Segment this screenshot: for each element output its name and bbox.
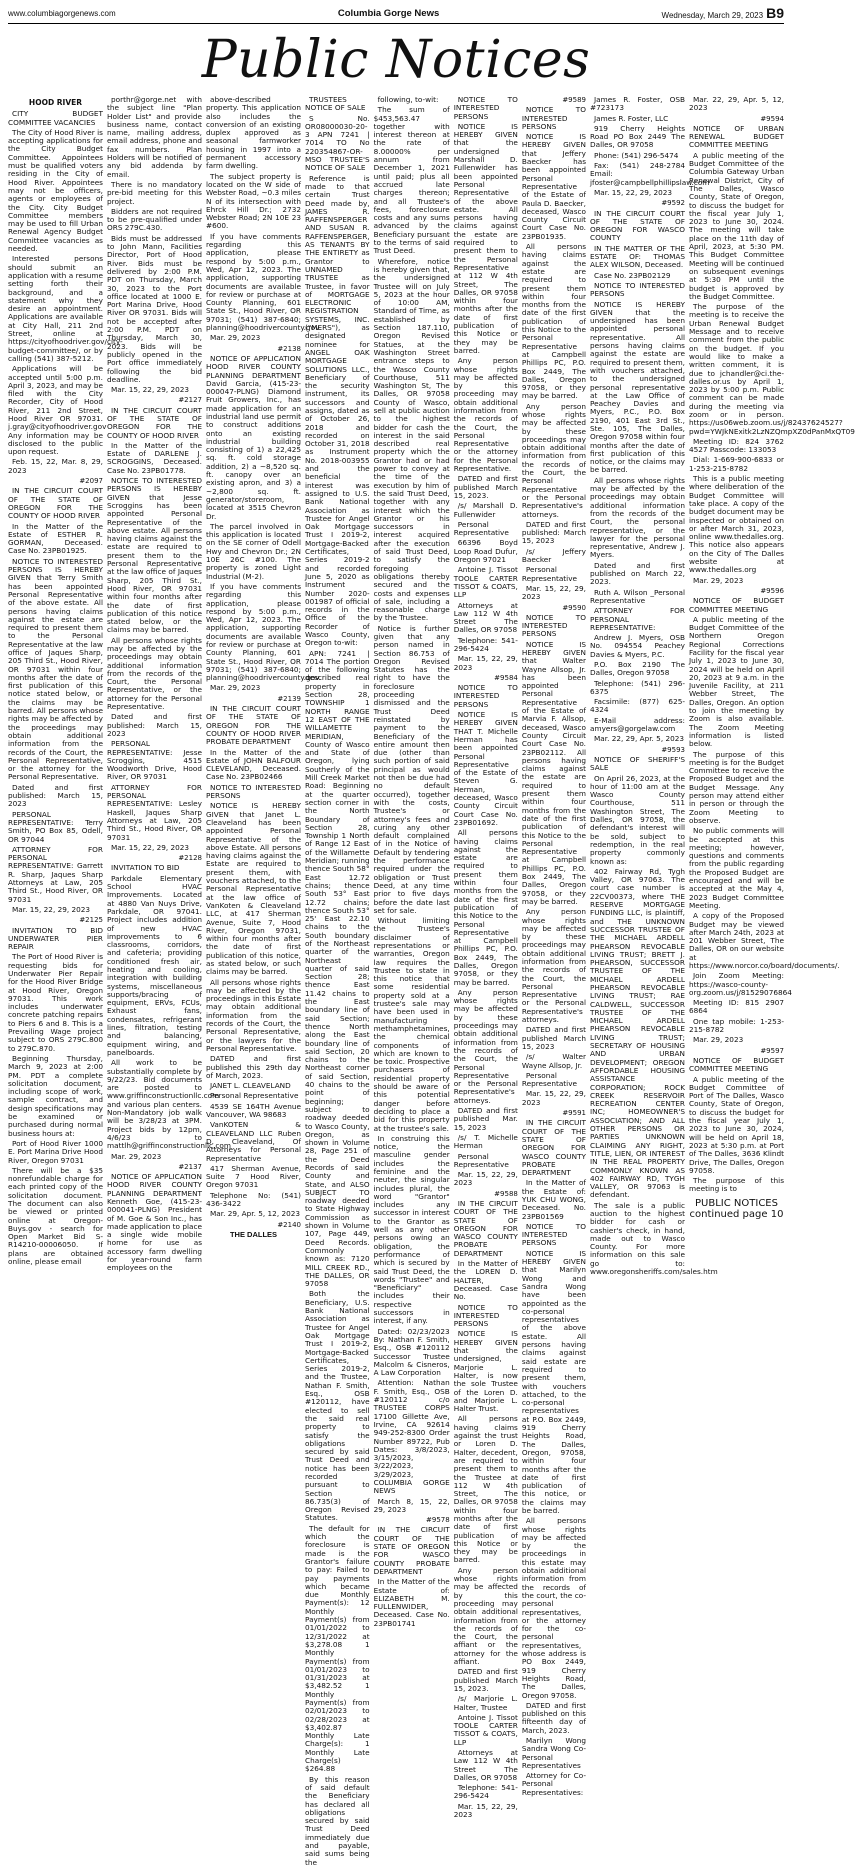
notice-text: Mar. 15, 22, 29, 2023 — [111, 842, 190, 852]
notice-text: Any person whose rights may be affected by these proceedings may obtain additional information from the records of the Court, the Personal Representative or the Personal Representative's attorneys. — [521, 401, 586, 519]
notice-column-8 — [590, 95, 718, 1614]
notice-text: Join Zoom Meeting: https://wasco-county-org.zoom.us/j/81529076864 — [689, 971, 792, 997]
notice-text: A public meeting of the Budget Committee of the Northern Oregon Regional Corrections Facility for the fiscal year July 1, 2023 to June 30, 2024 will be held on April 20, 2023 at 9 a.m. in the Juvenile Facility, at 211 Webber Street, The Dalles, Oregon. An option to join the meeting by Zoom is also available. The Zoom Meeting information is listed below. — [689, 614, 784, 749]
notice-text: Bids must be addressed to John Mann, Facilities Director, Port of Hood River. Bids must be delivered by 2:00 P.M. PDT on Thursday, March 30, 2023 to the Port office located at 1000 E. Port Marina Drive, Hood River OR 97031. Bids will not be accepted after 2:00 P.M. PDT on Thursday, March 30, 2023. Bids will be publicly opened in the Port office immediately following the bid deadline. — [107, 233, 202, 384]
notice-text: IN THE MATTER OF THE ESTATE OF: THOMAS ALEX WILSON, Deceased. — [590, 243, 685, 270]
notice-number: #9590 — [562, 603, 586, 612]
notice-text: Meeting ID: 815 2907 6864 — [689, 998, 784, 1016]
notice-text: NOTICE IS HEREBY GIVEN that the undersigned Marshall D. Fullenwider has been appointed Personal Representative of the above estate. All persons having claims against the estate are required to present them to the Personal Representative at 112 W 4th Street, The Dalles, OR 97058 within four months after the date of first publication of this Notice or they may be barred. — [453, 121, 518, 355]
notice-text: Dial: 1-669-900-6833 or 1-253-215-8782 — [689, 455, 784, 473]
notice-text: Port of Hood River 1000 E. Port Marina Drive Hood River, Oregon 97031 — [8, 1138, 103, 1165]
notice-text: Any person whose rights may be affected by these proceedings may obtain additional information from the records of the Court, the Personal Representative or the Personal Representative's attorneys. — [453, 987, 518, 1105]
notice-text: All work to be substantially complete by 9/22/23. Bid documents are posted to www.griffinconstructionllc.com and various plan centers. Non-Mandatory job walk will be 3/28/23 at 3PM. Project bids by 12pm, 4/6/23 to mattlh@griffinconstructionllc.com — [107, 1058, 231, 1151]
notice-text: IN THE CIRCUIT COURT OF THE STATE OF OREGON FOR THE COUNTY OF HOOD RIVER — [8, 486, 103, 521]
notice-text: Interested persons should submit an application with a resume setting forth their background, and a statement why they desire an appointment. Applications are available at City Hall, 211 2nd Street, online at https://cityofhoodriver.gov/city-budget-committee/, or by calling (541) 387-5212. — [8, 254, 123, 363]
notice-text: TRUSTEES NOTICE OF SALE — [305, 95, 366, 113]
notice-text: NOTICE TO INTERESTED PERSONS — [521, 1221, 586, 1248]
notice-column-1 — [8, 96, 123, 1614]
notice-text: NOTICE IS HEREBY GIVEN that Jeffery Baecker has been appointed Personal Representative of the Estate of Paula D. Baecker, deceased, Wasco County Circuit Court Case No. 23PB01935. — [521, 132, 586, 241]
notice-text: 4539 SE 164TH Avenue Vancouver, WA 98683 — [206, 1101, 301, 1120]
notice-text: CITY BUDGET COMMITTEE VACANCIES — [8, 109, 103, 127]
notice-text: Phone: (541) 296-5474 — [594, 150, 679, 160]
notice-number: #9592 — [661, 199, 685, 208]
notice-number: #9578 — [426, 1516, 450, 1525]
notice-number: #2138 — [277, 344, 301, 353]
notice-text: APN: 7241 | 7014 The portion of the following described real property in Section 28, TOWNSHIP 1 NORTH RANGE 12 EAST OF THE WILLAMETTE MERIDIAN, County of Wasco and State of Oregon, lying Southerly of the Mill Creek Market Road: Beginning at the quarter section corner in the North Boundary of Section 28, Township 1 North of Range 12 East of the Willamette Meridian; running thence South 58° East 12.72 chains; thence South 53° East 12.72 chains; thence South 53° 25' East 22.10 chains to the South boundary of the Northeast quarter of the Northeast quarter of said Section 28; thence East 11.42 chains to the East boundary line of said Section; thence North along the East boundary line of said Section, 20 chains to the Northeast corner of said Section, 40 chains to the point of beginning; subject to roadway deeded to Wasco County, Oregon, as shown in Volume 28, Page 251 of the Deed Records of said County and State, and ALSO SUBJECT TO roadway deeded to State Highway Commission as shown in Volume 107, Page 449, Deed Records. Commonly known as: 7120 MILL CREEK RD., THE DALLES, OR 97058 — [305, 648, 370, 1289]
notice-text: NOTICE IS HEREBY GIVEN that Marilyn Wong and Sandra Wong have been appointed as the co-personal representatives of the above estate. All persons having claims against said estate are required to present them, with vouchers attached, to the co-personal representatives at P.O. Box 2449, 919 Cherry Heights Road, The Dalles, Oregon, 97058, within four months after the date of first publication of this notice, or the claims may be barred. — [521, 1248, 586, 1515]
paper-name: Columbia Gorge News — [337, 7, 440, 19]
notice-number: #9584 — [494, 673, 518, 682]
notice-column-7 — [521, 96, 586, 1797]
notice-text: A public meeting of the Budget Committee of Port of The Dalles, Wasco County, State of Oregon, to discuss the budget for the fiscal year July 1, 2023 to June 30, 2024, will be held on April 18, 2023 at 5:30 p.m. at Port of The Dalles, 3636 Klindt Drive, The Dalles, Oregon 97058. — [689, 1074, 784, 1175]
notice-number: #2127 — [178, 396, 202, 405]
notice-text: INVITATION TO BID — [111, 863, 180, 873]
notice-text: /s/ Marjorie L. Halter, Trustee — [453, 1694, 518, 1712]
notice-text: Dated: 02/23/2023 By: Nathan F. Smith, Esq., OSB #120112 Successor Trustee Malcolm & Cisneros, A Law Corporation — [373, 1326, 450, 1378]
notice-number: #2097 — [79, 477, 103, 486]
notice-text: ATTORNEY FOR PERSONAL REPRESENTATIVE: — [590, 606, 685, 632]
section-heading: THE DALLES — [229, 1229, 278, 1239]
notice-text: Mar. 22, 29, Apr. 5, 12, 2023 — [689, 95, 784, 113]
notice-text: ATTORNEY FOR PERSONAL REPRESENTATIVE: Garrett R. Sharp, Jaques Sharp Attorneys at Law, 205 Third St., Hood River, OR 97031 — [8, 844, 103, 904]
notice-text: The sum of $453,563.47 together with interest thereon at the rate of 8.00000% per annum from December 1, 2021 until paid; plus all accrued late charges thereon; and all Trustee's fees, foreclosure costs and any sums advanced by the Beneficiary pursuant to the terms of said Trust Deed. — [373, 105, 450, 256]
notice-number: #9596 — [760, 586, 784, 595]
notice-text: /s/ Marshall D. Fullenwider — [453, 501, 518, 519]
notice-text: PERSONAL REPRESENTATIVE: Terry Smith, PO Box 85, Odell, OR 97044 — [8, 809, 103, 844]
notice-text: If you have comments regarding this application, please respond by 5:00 p.m., Wed, Apr 12, 2023. The application, supporting documents are available for review or purchase at County Planning, 601 State St., Hood River, OR 97031; (541) 387-6840; planning@hoodrivercounty.gov. — [206, 231, 322, 333]
notice-text: Personal Representative — [210, 1091, 299, 1101]
notice-text: Mar. 29, 2023 — [693, 1035, 744, 1045]
notice-text: IN THE CIRCUIT COURT OF THE STATE OF OREGON FOR WASCO COUNTY PROBATE DEPARTMENT — [373, 1525, 450, 1576]
notice-text: NOTICE TO INTERESTED PERSONS — [453, 683, 518, 709]
notice-text: Both the Beneficiary, U.S. Bank National Association as Trustee for Angel Oak Mortgage Trust I 2019-2, Mortgage-Backed Certificates, Series 2019-2, and the Trustee, Nathan F. Smith, Esq., OSB #120112, have elected to sell the said real property to satisfy the obligations secured by said Trust Deed and notice has been recorded pursuant to Section 86.735(3) of Oregon Revised Statutes. — [305, 1289, 370, 1523]
notice-number: #2125 — [79, 916, 103, 925]
notice-column-6 — [453, 95, 518, 1820]
notice-text: The subject property is located on the W side of Webster Road, ~0.3 miles N of its intersection with Ehrck Hill Dr.; 2732 Webster Road; 2N 10E 23 #600. — [206, 171, 301, 231]
notice-number: #9594 — [760, 114, 784, 123]
notice-number: #2137 — [178, 1162, 202, 1171]
notice-column-3 — [206, 95, 322, 1614]
notice-text: A copy of the Proposed Budget may be viewed after March 24th, 2023 at 201 Webber Street, The Dalles, OR on our website at https://www.norcor.co/board/documents/. — [689, 911, 840, 970]
notice-text: Telephone: 541-296-5424 — [453, 1783, 518, 1801]
notice-text: Applications will be accepted until 5:00 p.m. April 3, 2023, and may be filed with the City Recorder, City of Hood River, 211 2nd Street, Hood River OR 97031. j.gray@cityofhoodriver.gov Any information may be disclosed to the public upon request. — [8, 364, 107, 457]
notice-text: Meeting ID: 824 3762 4527 Passcode: 133053 — [689, 436, 784, 455]
notice-number: #2140 — [277, 1220, 301, 1229]
notice-text: Personal Representative — [453, 519, 509, 538]
notice-text: NOTICE TO INTERESTED PERSONS — [521, 105, 586, 131]
notice-text: The default for which the foreclosure is made is the Grantor's failure to pay: Failed to pay payments which became due Monthly Payment(s): 12 Monthly Payment(s) from 01/01/2022 to 12/31/2022 at $3,278.08 1 Monthly Payment(s) from 01/01/2023 to 01/31/2023 at $3,482.52 1 Monthly Payment(s) from 02/01/2023 to 02/28/2023 at $3,402.87 Monthly Late Charge(s): 1 Monthly Late Charge(s) $264.88 — [305, 1523, 370, 1774]
notice-column-9 — [689, 95, 855, 1614]
notice-text: Telephone No: (541) 436-3422 — [206, 1190, 301, 1208]
notice-text: Dated and first published: March 15, 2023 — [8, 782, 103, 809]
notice-text: IN THE CIRCUIT COURT OF THE STATE OF OREGON FOR WASCO COUNTY PROBATE DEPARTMENT — [521, 1118, 586, 1178]
notice-text: IN THE CIRCUIT COURT OF THE STATE OF OREGON FOR WASCO COUNTY — [590, 208, 685, 243]
notice-text: In the Matter of the Estate of: YUK CHU WONG, Deceased. No. 23PB01569 — [521, 1178, 586, 1221]
notice-text: DATED and first published March 15, 2023. — [453, 474, 518, 500]
notice-text: Feb. 15, 22, Mar. 8, 29, 2023 — [8, 457, 103, 475]
notice-text: Any person whose rights may be affected by this proceeding may obtain additional information from the records of the Court, the affiant or the attorney for the affiant. — [453, 1565, 518, 1667]
notice-text: Facsimile: (877) 625-4324 — [590, 697, 685, 715]
notice-text: All persons having claims against the estate are required to present them within four months from the date of the first publication of this Notice to the Personal Representative at Campbell Phillips PC, P.O. Box 2449, The Dalles, Oregon 97058, or they may be barred. — [521, 242, 586, 401]
notice-text: NOTICE TO INTERESTED PERSONS — [590, 280, 685, 299]
notice-text: March 8, 15, 22, 29, 2023 — [373, 1496, 450, 1514]
notice-text: DATED and first published March 15, 2023. — [453, 1667, 518, 1693]
notice-text: NOTICE TO INTERESTED PERSONS — [453, 1302, 518, 1329]
notice-text: All persons having claims against the estate are required to present them within four months from the date of the first publication of this Notice to the Personal Representative at Campbell Phillips PC, P.O. Box 2449, The Dalles, Oregon 97058, or they may be barred. — [453, 828, 518, 987]
notice-text: NOTICE TO INTERESTED PERSONS — [521, 612, 586, 639]
notice-text: Ruth A. Wilson _Personal Representative — [590, 587, 685, 605]
notice-text: IN THE CIRCUIT COURT OF THE STATE OF OREGON FOR WASCO COUNTY PROBATE DEPARTMENT — [453, 1199, 518, 1258]
notice-text: Mar. 29, 2023 — [693, 575, 744, 585]
notice-text: Without limiting the Trustee's disclaimer of representations or warranties, Oregon law requires the Trustee to state in this notice that some residential property sold at a trustee's sale may have been used in manufacturing methamphetamines, the chemical components of which are known to be toxic. Prospective purchasers of residential property should be aware of this potential danger before deciding to place a bid for this property at the trustee's sale. — [373, 916, 450, 1133]
notice-text: NOTICE IS HEREBY GIVEN that Janet L. Cleaveland has been appointed Personal Representative of the above Estate. All persons having claims against the Estate are required to present them, with vouchers attached, to the Personal Representative at the law office of VanKoten & Cleaveland LLC, at 417 Sherman Avenue, Suite 7, Hood River, Oregon 97031, within four months after the date of first publication of this notice, as stated below, or such claims may be barred. — [206, 801, 301, 977]
notice-text: 402 Fairway Rd, Tygh Valley, OR 97063. The court case number is 22CV00373, where THE RESERVE MORTGAGE FUNDING LLC, is plaintiff, and THE UNKNOWN SUCCESSOR TRUSTEE OF THE MICHAEL ARDELL PHEARSON REVOCABLE LIVING TRUST; BRETT J. PHEARSON, SUCCESSOR TRUSTEE OF THE MICHAEL ARDELL PHEARSON REVOCABLE LIVING TRUST; RAE CALDWELL, SUCCESSOR TRUSTEE OF THE MICHAEL ARDELL PHEARSON REVOCABLE LIVING TRUST; SECRETARY OF HOUSING AND URBAN DEVELOPMENT; OREGON AFFORDABLE HOUSING ASSISTANCE CORPORATION; ROCK CREEK RESERVOIR RECREATION CENTER INC; HOMEOWNER'S ASSOCIATION; AND ALL OTHER PERSONS OR PARTIES UNKNOWN CLAIMING ANY RIGHT, TITLE, LIEN, OR INTEREST IN THE REAL PROPERTY COMMONLY KNOWN AS 402 FAIRWAY RD, TYGH VALLEY, OR 97063 is defendant. — [590, 866, 685, 1200]
notice-text: The sale is a public auction to the highest bidder for cash or cashier's check, in hand, made out to Wasco County. For more information on this sale go to: www.oregonsheriffs.com/sales.htm — [590, 1200, 718, 1277]
notice-number: #9588 — [494, 1189, 518, 1198]
notice-text: DATED and first published: March 15, 2023 — [521, 519, 586, 546]
notice-text: If you have comments regarding this application, please respond by 5:00 p.m., Wed, Apr 12, 2023. The application, supporting documents are available for review or purchase at County Planning, 601 State St., Hood River, OR 97031; (541) 387-6840; planning@hoodrivercounty.gov. — [206, 581, 322, 683]
notice-text: There will be a $35 nonrefundable charge for each printed copy of the solicitation document. The document can also be viewed or printed online at Oregon-Buys.gov - search for Open Market Bid S-R14210-00006050. If plans are obtained online, please email — [8, 1165, 103, 1267]
notice-text: Case No. 23PB02129 — [594, 270, 671, 280]
notice-text: Bidders are not required to be pre-qualified under ORS 279C.430. — [107, 206, 202, 233]
notice-text: INVITATION TO BID UNDERWATER PIER REPAIR — [8, 925, 103, 952]
notice-text: Mar. 15, 22, 29, 2023 — [111, 385, 190, 395]
notice-text: Mar. 29, Apr. 5, 12, 2023 — [210, 1209, 301, 1219]
notice-column-5 — [373, 95, 450, 1628]
notice-text: NOTICE OF BUDGET COMMITTEE MEETING — [689, 596, 784, 614]
notice-text: P.O. Box 2190 The Dalles, Oregon 97058 — [590, 660, 685, 678]
notice-text: One tap mobile: 1-253-215-8782 — [689, 1016, 784, 1035]
notice-text: /s/ Jeffery Baecker — [521, 546, 586, 565]
notice-number: #9593 — [661, 745, 685, 754]
notice-text: This is a public meeting where deliberation of the Budget Committee will take place. A copy of the budget document may be inspected or obtained on or after March 31, 2023, online www.thedalles.org. This notice also appears on the City of The Dalles website at www.thedalles.org — [689, 474, 784, 575]
header-rule — [8, 23, 784, 24]
notice-text: NOTICE IS HEREBY GIVEN that the undersigned, Marjorie L. Halter, is now the sole Trustee of the Loren D. and Marjorie L. Halter Trust. — [453, 1329, 518, 1414]
notice-text: /s/ T. Michelle Herman — [453, 1132, 518, 1151]
notice-text: DATED and first published March 15, 2023 — [521, 1025, 586, 1051]
notice-text: Mar. 15, 22, 29, 2023 — [12, 904, 91, 914]
notice-text: Mar. 29, 2023 — [111, 1151, 162, 1161]
notice-text: All persons whose rights may be affected by the proceedings in this estate may obtain additional information from the records of the court, the co-personal representatives, or the attorney for the co-personal representatives, whose address is PO Box 2449, 919 Cherry Heights Road, The Dalles, Oregon 97058. — [521, 1516, 586, 1700]
notice-text: NOTICE OF APPLICATION HOOD RIVER COUNTY PLANNING DEPARTMENT Kenneth Goe, (415-23-000041-PLNG) President of M. Goe & Son Inc., has made application to place a single wide mobile home for use as accessory farm dwelling for year-round farm employees on the — [107, 1172, 202, 1273]
notice-text: Marilyn Wong Sandra Wong Co-Personal Representatives — [521, 1736, 586, 1770]
notice-number: #9591 — [562, 1109, 586, 1118]
notice-number: #9597 — [760, 1046, 784, 1055]
notice-text: Andrew J. Myers, OSB No. 094554 Peachey Davies & Myers, P.C. — [590, 633, 685, 659]
notice-text: NOTICE OF URBAN RENEWAL BUDGET COMMITTEE MEETING — [689, 123, 784, 150]
notice-text: All persons whose rights may be affected by the proceedings may obtain additional information from the records of the Court, the personal representative, or the lawyer for the personal representative, Andrew J. Myers. — [590, 475, 685, 560]
notice-text: IN THE CIRCUIT COURT OF THE STATE OF OREGON FOR THE COUNTY OF HOOD RIVER — [107, 405, 202, 440]
notice-text: By this reason of said default the Beneficiary has declared all obligations secured by said Trust Deed immediately due and payable, said sums being the — [305, 1774, 370, 1867]
notice-text: There is no mandatory pre-bid meeting for this project. — [107, 179, 202, 206]
notice-text: NOTICE OF BUDGET COMMITTEE MEETING — [689, 1055, 784, 1074]
notice-number: #2128 — [178, 854, 202, 863]
notice-text: following, to-wit: — [377, 95, 439, 104]
notice-text: All persons whose rights may be affected by the proceedings may obtain additional information from the records of the Court, the Personal Representative, or the attorney for the Personal Representative. — [107, 635, 202, 712]
notice-text: A public meeting of the Budget Committee of the Columbia Gateway Urban Renewal District, City of The Dalles, Wasco County, State of Oregon, to discuss the budget for the fiscal year July 1, 2023 to June 30, 2024. The meeting will take place on the 11th day of April, 2023, at 5:30 PM. This Budget Committee Meeting will be continued on subsequent evenings at 5:30 PM until the budget is approved by the Budget Committee. — [689, 150, 784, 301]
notice-text: E-Mail address: amyers@gorgelaw.com — [590, 715, 685, 734]
notice-text: Antoine J. Tissot TOOLE CARTER TISSOT & COATS, LLP — [453, 1712, 518, 1747]
notice-text: In the Matter of the Estate of JOHN BALFOUR CLEVELAND, Deceased. Case No. 23PB02466 — [206, 747, 301, 782]
notice-text: IN THE CIRCUIT COURT OF THE STATE OF OREGON FOR THE COUNTY OF HOOD RIVER PROBATE DEPARTMENT — [206, 704, 301, 747]
notice-text: Mar. 29, 2023 — [210, 333, 261, 343]
notice-text: Telephone: (541) 296-6375 — [590, 678, 685, 696]
notice-text: Fax: (541) 248-2784 Email: jfoster@campbellphillipslaw.com — [590, 161, 710, 187]
notice-text: VanKOTEN & CLEAVELAND LLC Ruben D. Cleaveland, Of Attorneys for Personal Representative — [206, 1120, 301, 1163]
notice-text: NOTICE OF APPLICATION HOOD RIVER COUNTY PLANNING DEPARTMENT David Garcia, (415-23-000047-PLNG) Diamond Fruit Growers, Inc., has made application for an industrial land use permit to construct additions onto an existing industrial building consisting of 1) a 22,425 sq. ft. cold storage addition, 2) a ~8,520 sq. ft. canopy over an existing apron, and 3) a ~2,800 sq. ft. generator/storeroom, located at 3515 Chevron Dr. — [206, 353, 301, 521]
notice-text: James R. Foster, OSB #723173 — [590, 95, 685, 113]
notice-text: All persons having claims against the trust or Loren D. Halter, decedent, are required to present them to the Trustee at 112 W 4th Street, The Dalles, OR 97058 within four months after the date of first publication of this Notice or they may be barred. — [453, 1414, 518, 1565]
notice-text: Personal Representative — [521, 565, 577, 583]
notice-text: Notice is further given that any person named in Section 86.753 of Oregon Revised Statutes has the right to have the foreclosure proceeding dismissed and the Trust Deed reinstated by payment to the Beneficiary of the entire amount then due (other than such portion of said principal as would not then be due had no default occurred), together with the costs, Trustee's or attorney's fees and curing any other default complained of in the Notice of Default by tendering the performance required under the obligation or Trust Deed, at any time prior to five days before the date last set for sale. — [373, 623, 450, 915]
section-masthead: Public Notices — [201, 30, 591, 90]
notice-text: JANET L. CLEAVELAND — [210, 1081, 291, 1091]
notice-text: porthr@gorge.net with the subject line "Plan Holder List" and provide business name, contact name, mailing address, email address, phone and fax numbers. Plan Holders will be notified of any bid addenda by email. — [107, 95, 202, 179]
notice-text: In the Matter of the Estate of: ELIZABETH M. FULLENWIDER, Deceased. Case No. 23PB01741 — [373, 1577, 450, 1628]
notice-text: 417 Sherman Avenue, Suite 7 Hood River, Oregon 97031 — [206, 1163, 301, 1190]
notice-text: NOTICE IS HEREBY GIVEN THAT T. Michelle Herman has been appointed Personal Representative of the Estate of Steven G. Herman, deceased, Wasco County Circuit Court Case No. 23PB01692. — [453, 710, 518, 827]
notice-text: 66396 Boyd Loop Road Dufur, Oregon 97021 — [453, 538, 518, 565]
notice-text: Attorneys at Law 112 W 4th Street The Dalles, OR 97058 — [453, 600, 518, 635]
header-date-page — [662, 5, 784, 21]
notice-text: In the Matter of the LOREN D. HALTER, Deceased. Case No. — [453, 1259, 518, 1302]
notice-text: DATED and first published on this fifteenth day of March, 2023. — [521, 1700, 586, 1735]
notice-text: NOTICE TO INTERESTED PERSONS IS HEREBY GIVEN that Terry Smith has been appointed Personal Representative of the above estate. All persons having claims against the estate are required to present them to the Personal Representative at the law office of Jaques Sharp, 205 Third St., Hood River, OR 97031 within four months after the date of first publication of this notice stated below, or the claims may be barred. All persons whose rights may be affected by the proceedings may obtain additional information from the records of the Court, the Personal Representative, or the attorney for the Personal Representative. — [8, 556, 103, 782]
notice-text: The City of Hood River is accepting applications for the City Budget Committee. Appointees must be qualified voters residing in the City of Hood River. Appointees may not be officers, agents or employees of the City. City Budget Committee members may be used to fill Urban Renewal Agency Budget Committee vacancies as needed. — [8, 127, 103, 254]
notice-text: Mar. 15, 22, 29, 2023 — [594, 187, 673, 197]
notice-text: Attention: Nathan F. Smith, Esq., OSB #120112 c/o TRUSTEE CORPS 17100 Gillette Ave, Irvine, CA 92614 949-252-8300 Order Number 89722, Pub Dates: 3/8/2023, 3/15/2023, 3/22/2023, 3/29/2023, COLUMBIA GORGE NEWS — [373, 1378, 450, 1496]
notice-column-4 — [305, 95, 370, 1867]
notice-text: above-described property. This application also includes the conversion of an existing duplex approved as seasonal farmworker housing in 1997 into a permanent accessory farm dwelling. — [206, 95, 301, 171]
notice-text: NOTICE IS HEREBY GIVEN that Walter Wayne Allsop, Jr. has been appointed Personal Representative of the Estate of Marvia F. Allsop, deceased, Wasco County Circuit Court Case No. 23PB02112. All persons having claims against the estate are required to present them within four months from the date of the first publication of this Notice to the Personal Representative at Campbell Phillips PC, P.O. Box 2449, The Dalles, Oregon 97058, or they may be barred. — [521, 639, 586, 906]
issue-date: Wednesday, March 29, 2023 — [661, 11, 764, 20]
notice-text: Wherefore, notice is hereby given that, the undersigned Trustee will on July 5, 2023 at the hour of 10:00 AM, Standard of Time, as established by Section 187.110, Oregon Revised Statues, at the Washington Street entrance steps to the Wasco County Courthouse, 511 Washington St, The Dalles, OR 97058 County of Wasco, sell at public auction to the highest bidder for cash the interest in the said described real property which the Grantor had or had power to convey at the time of the execution by him of the said Trust Deed, together with any interest which the Grantor or his successors in interest acquired after the execution of said Trust Deed, to satisfy the foregoing obligations thereby secured and the costs and expenses of sale, including a reasonable charge by the Trustee. — [373, 256, 450, 623]
notice-text: S No. OR08000030-20-3 APN 7241 | 7014 TO No 220354867-OR-MSO TRUSTEE'S NOTICE OF SALE — [305, 113, 370, 173]
notice-text: Any person whose rights may be affected by this proceeding may obtain additional information from the records of the Court, the Personal Representative or the attorney for the Personal Representative. — [453, 356, 518, 474]
notice-text: DATED and first published Mar. 15, 2023 — [453, 1106, 518, 1132]
notice-text: In the Matter of the Estate of ESTHER R. GORMAN, Deceased. Case No. 23PB01925. — [8, 521, 103, 556]
notice-text: /s/ Walter Wayne Allsop, Jr. — [521, 1052, 586, 1070]
notice-text: Any person whose rights may be affected by these proceedings may obtain additional information from the records of the Court, the Personal Representative or the Personal Representative's attorneys. — [521, 907, 586, 1025]
notice-text: The purpose of this meeting is to — [689, 1176, 784, 1194]
notice-text: No public comments will be accepted at this meeting; however, questions and comments from the public regarding the Proposed Budget are encouraged and will be accepted at the May 4, 2023 Budget Committee Meeting. — [689, 826, 784, 910]
notice-text: The purpose of the meeting is to receive the Urban Renewal Budget Message and to receive comment from the public on the budget. If you would like to make a written comment, it is due to jchandler@ci.the-dalles.or.us by April 1, 2023 by 5:00 p.m. Public comment can be made during the meeting via zoom or in person. https://us06web.zoom.us/j/82437624527?pwd=YWJkNExitk2LzNZQmpXZ0dPanMxQT09 — [689, 302, 855, 436]
notice-text: The parcel involved in this application is located on the SE corner of Odell Hwy and Chevron Dr.; 2N 10E 26C #100. The property is zoned Light Industrial (M-2). — [206, 521, 301, 581]
section-heading: HOOD RIVER — [28, 98, 83, 107]
notice-text: Attorneys at Law 112 W 4th Street The Dalles, OR 97058 — [453, 1748, 518, 1782]
notice-text: Mar. 15, 22, 29, 2023 — [453, 654, 518, 672]
notice-text: Parkdale Elementary School HVAC Improvements. Located at 4880 Van Nuys Drive, Parkdale, OR 97041. Project includes addition of new HVAC improvements to 6 classrooms, corridors, and cafeteria; providing conditioned fresh air, heating and cooling, integration with building systems, miscellaneous supports/bracing of equipment, ERVs, FCUs, Exhaust fans, condensates, refrigerant lines, filtration, testing and balancing, equipment wiring, and panelboards. — [107, 873, 202, 1057]
notice-text: Mar. 15, 22, 29, 2023 — [521, 583, 586, 602]
notice-text: Personal Representative — [521, 1070, 577, 1089]
notice-text: NOTICE TO INTERESTED PERSONS — [453, 95, 518, 121]
notice-columns — [8, 95, 855, 1867]
notice-text: Mar. 29, 2023 — [210, 683, 261, 693]
notice-text: Mar. 22, 29, Apr. 5, 2023 — [594, 734, 685, 744]
notice-number: #2139 — [277, 694, 301, 703]
page-number: B9 — [766, 5, 784, 21]
notice-text: Personal Representative — [453, 1151, 509, 1169]
notice-text: NOTICE OF SHERIFF'S SALE — [590, 754, 685, 773]
notice-text: Dated and first published: March 15, 2023 — [107, 712, 202, 738]
notice-text: Mar. 15, 22, 29, 2023 — [453, 1170, 518, 1188]
notice-text: Reference is made to that certain Trust Deed made by, JAMES R. RAFFENSPERGER AND SUSAN R. RAFFENSPERGER, AS TENANTS BY THE ENTIRETY as Grantor to UNNAMED TRUSTEE as Trustee, in favor of MORTGAGE ELECTRONIC REGISTRATION SYSTEMS, INC. ("MERS"), as designated nominee for ANGEL OAK MORTGAGE SOLUTIONS LLC., Beneficiary of the security instrument, its successors and assigns, dated as of October 26, 2018 and recorded on October 31, 2018 as Instrument No. 2018-003955 and the beneficial interest was assigned to U.S. Bank National Association as Trustee for Angel Oak Mortgage Trust I 2019-2, Mortgage-Backed Certificates, Series 2019-2 and recorded June 5, 2020 as Instrument Number 2020-001987 of official records in the Office of the Recorder of Wasco County, Oregon to-wit: — [305, 173, 370, 648]
notice-text: Dated and first published on March 22, 2023. — [590, 560, 685, 587]
notice-column-2 — [107, 95, 231, 1614]
notice-number: #9589 — [562, 96, 586, 104]
notice-text: The Port of Hood River is requesting bids for Underwater Pier Repair for the Hood River Bridge at Hood River, Oregon 97031. This work includes underwater concrete patching repairs to Piers 6 and 8. This is a Prevailing Wage project subject to ORS 279C.800 to 279C.870. — [8, 952, 103, 1053]
notice-text: James R. Foster, LLC — [594, 113, 669, 123]
notice-text: All persons whose rights may be affected by the proceedings in this Estate may obtain additional information from the records of the Court, the Personal Representative, or the lawyers for the Personal Representative. — [206, 977, 301, 1053]
site-url[interactable]: www.columbiagorgenews.com — [8, 8, 116, 18]
notice-text: In the Matter of the Estate of DARLENE J. SCROGGINS, Deceased. Case No. 23PB01778. — [107, 440, 202, 475]
notice-text: DATED and first published this 29th day of March, 2023. — [206, 1054, 301, 1080]
notice-text: ATTORNEY FOR PERSONAL REPRESENTATIVE: Lesley Haskell, Jaques Sharp Attorneys at Law, 205 Third St., Hood River, OR 97031 — [107, 782, 202, 842]
notice-text: 919 Cherry Heights Road PO Box 2449 The Dalles, OR 97058 — [590, 123, 685, 150]
notice-text: Attorney for Co-Personal Representatives: — [521, 1771, 586, 1797]
notice-text: Telephone: 541-296-5424 — [453, 635, 518, 653]
notice-text: In construing this notice, the masculine gender includes the feminine and the neuter, the singular includes plural, the word "Grantor" includes any successor in interest to the Grantor as well as any other persons owing an obligation, the performance of which is secured by said Trust Deed, the words "Trustee" and "Beneficiary" includes their respective successors in interest, if any. — [373, 1133, 450, 1326]
notice-text: On April 26, 2023, at the hour of 11:00 am at the Wasco County Courthouse, 511 Washington Street, The Dalles, OR 97058, the defendant's interest will be sold, subject to redemption, in the real property commonly known as: — [590, 773, 685, 866]
page-header — [8, 4, 784, 22]
continued-note: PUBLIC NOTICES continued page 10 — [689, 1197, 784, 1220]
notice-text: Antoine J. Tissot TOOLE CARTER TISSOT & COATS, LLP — [453, 565, 518, 600]
notice-text: NOTICE TO INTERESTED PERSONS — [206, 782, 301, 801]
notice-text: NOTICE IS HEREBY GIVEN that the undersigned has been appointed personal representative. All persons having claims against the estate are required to present them, with vouchers attached, to the undersigned personal representative at the Law Office of Peachey Davies and Myers, P.C., P.O. Box 2190, 401 East 3rd St., Ste. 105, The Dalles, Oregon 97058 within four months after the date of first publication of this notice, or the claims may be barred. — [590, 299, 685, 475]
notice-text: Mar. 15, 22, 29, 2023 — [453, 1801, 518, 1820]
notice-text: Mar. 15, 22, 29, 2023 — [521, 1089, 586, 1107]
notice-text: The purpose of this meeting is for the Budget Committee to receive the Proposed Budget and the Budget Message. Any person may attend either in person or through the Zoom Meeting to observe. — [689, 749, 784, 825]
notice-text: PERSONAL REPRESENTATIVE: Jesse Scroggins, 4515 Woodworth Drive, Hood River, OR 97031 — [107, 739, 202, 782]
notice-text: NOTICE TO INTERESTED PERSONS IS HEREBY GIVEN that Jesse Scroggins has been appointed Personal Representative of the above estate. All persons having claims against the estate are required to present them to the Personal Representative at the law office of Jaques Sharp, 205 Third St., Hood River, OR 97031 within four months after the date of first publication of this notice stated below, or the claims may be barred. — [107, 476, 202, 635]
notice-text: Beginning Thursday, March 9, 2023 at 2:00 PM. PDT a complete solicitation document, including scope of work, sample contract, and design specifications may be examined or purchased during normal business hours at: — [8, 1053, 103, 1138]
